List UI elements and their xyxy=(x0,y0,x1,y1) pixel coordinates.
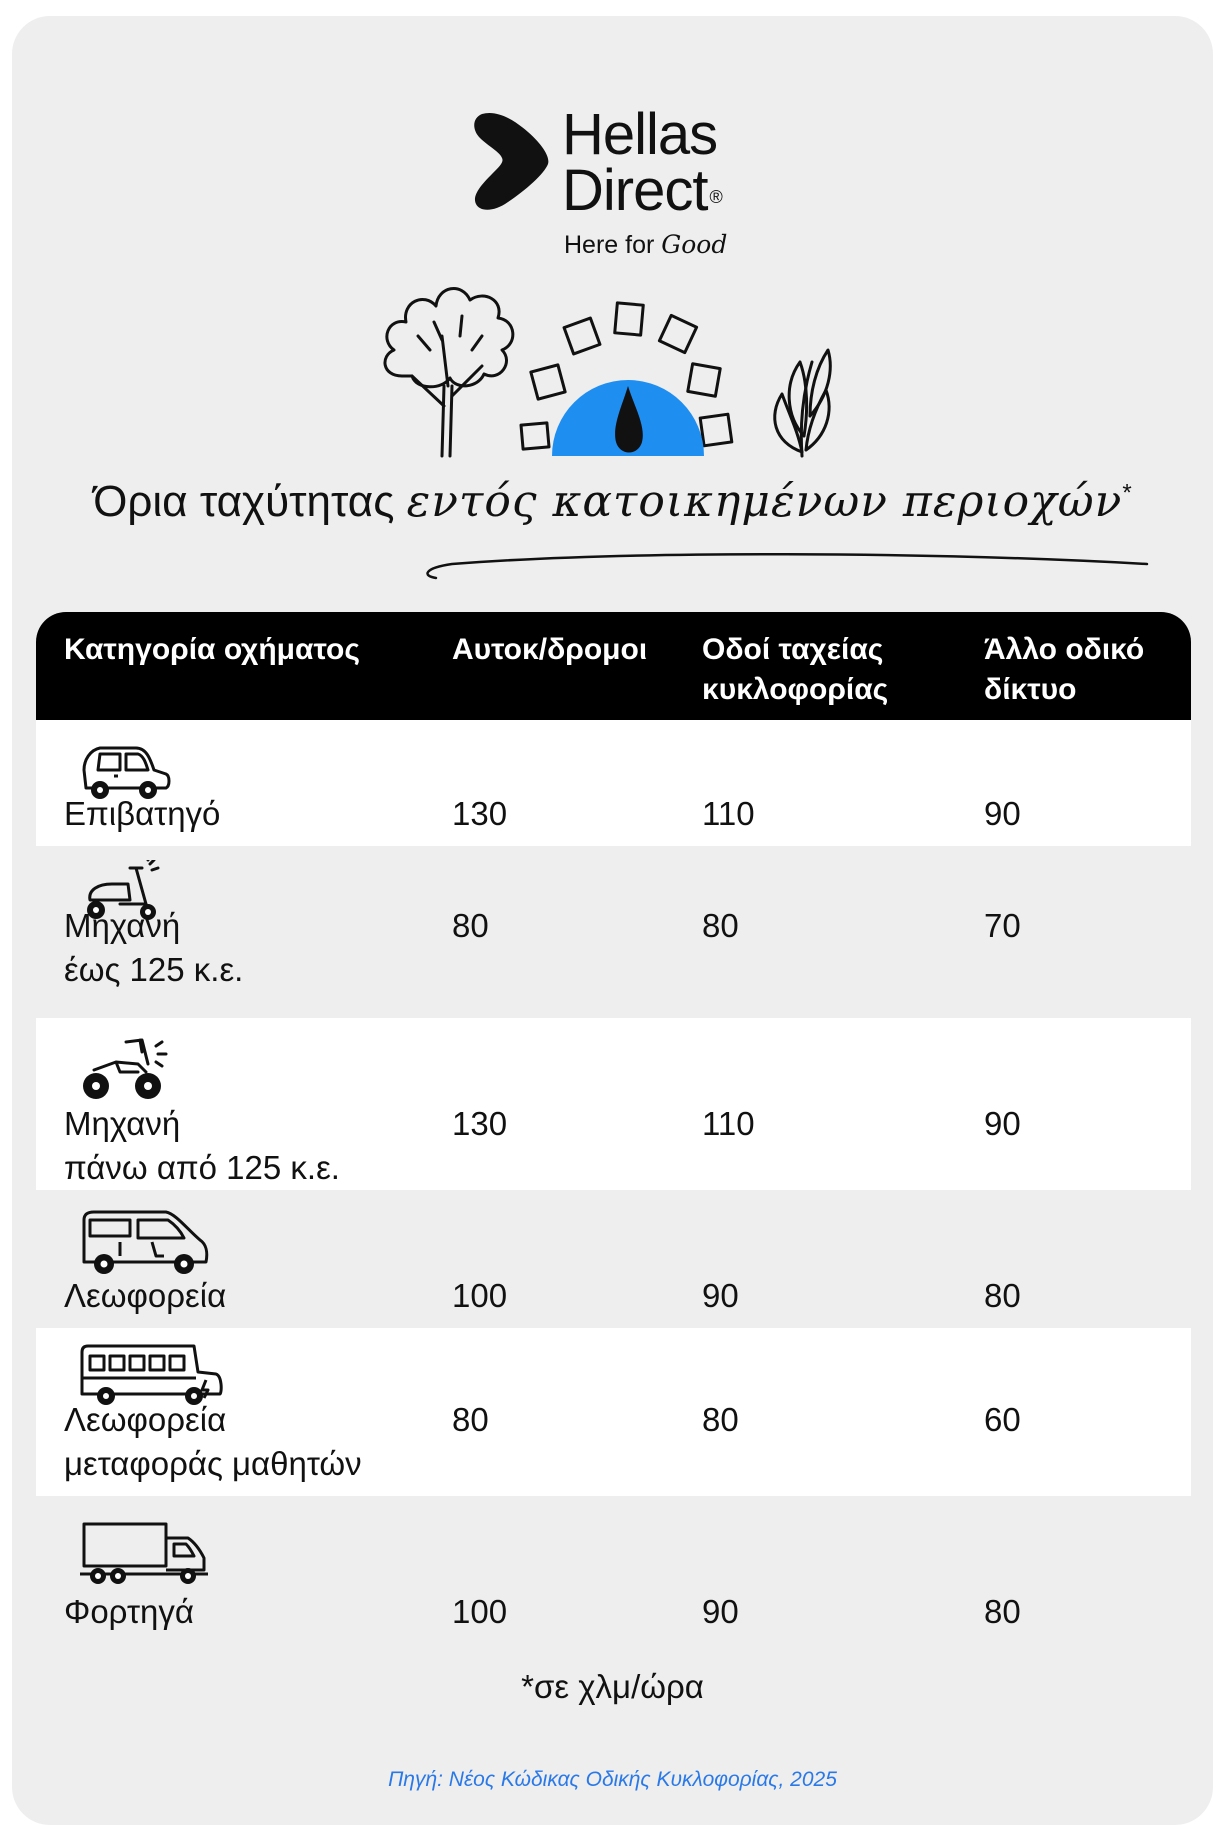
expressway-limit: 80 xyxy=(702,1401,739,1438)
motorway-limit: 130 xyxy=(452,1105,508,1142)
vehicle-name: Φορτηγά xyxy=(64,1593,194,1630)
motorway-limit: 80 xyxy=(452,907,489,944)
expressway-limit: 110 xyxy=(702,795,755,832)
title-underline xyxy=(412,546,1152,586)
table-row xyxy=(36,1190,1191,1328)
speed-limits-table xyxy=(36,612,1191,1646)
source-note: Πηγή: Νέος Κώδικας Οδικής Κυκλοφορίας, 2025 xyxy=(388,1768,837,1791)
registered-mark: ® xyxy=(709,187,722,207)
other-road-limit: 90 xyxy=(984,795,1021,832)
title-regular: Όρια ταχύτητας xyxy=(93,477,395,526)
header-motorway: Αυτοκ/δρομοι xyxy=(452,633,648,666)
other-road-limit: 90 xyxy=(984,1105,1021,1142)
table-row xyxy=(36,1018,1191,1190)
vehicle-name: Μηχανή πάνω από 125 κ.ε. xyxy=(64,1105,340,1186)
title-asterisk: * xyxy=(1122,479,1132,507)
table-row xyxy=(36,720,1191,846)
expressway-limit: 90 xyxy=(702,1277,739,1314)
vehicle-name: Λεωφορεία xyxy=(64,1277,227,1314)
brand-name-line2: Direct ® xyxy=(562,158,722,223)
units-footnote: *σε χλμ/ώρα xyxy=(521,1668,704,1705)
table-row xyxy=(36,1328,1191,1496)
header-category: Κατηγορία οχήματος xyxy=(64,633,360,666)
other-road-limit: 80 xyxy=(984,1277,1021,1314)
table-row xyxy=(36,1496,1191,1646)
expressway-limit: 90 xyxy=(702,1593,739,1630)
page-title xyxy=(12,476,1213,527)
chevron-logo-icon xyxy=(472,108,552,212)
table-row xyxy=(36,846,1191,1018)
vehicle-name: Επιβατηγό xyxy=(64,795,221,832)
infographic-card xyxy=(12,16,1213,1825)
tree-icon xyxy=(385,289,513,456)
brand-tagline xyxy=(564,230,727,260)
other-road-limit: 70 xyxy=(984,907,1021,944)
title-script: εντός κατοικημένων περιοχών xyxy=(406,476,1123,527)
plant-icon xyxy=(775,350,831,456)
speedometer-illustration xyxy=(372,266,852,466)
motorway-limit: 100 xyxy=(452,1593,508,1630)
motorcycle-icon xyxy=(76,1036,172,1106)
other-road-limit: 60 xyxy=(984,1401,1021,1438)
header-expressway: Οδοί ταχείας κυκλοφορίας xyxy=(702,633,889,706)
van-icon xyxy=(76,1206,212,1278)
header-other-roads: Άλλο οδικό δίκτυο xyxy=(984,633,1145,706)
expressway-limit: 110 xyxy=(702,1105,755,1142)
vehicle-name: Μηχανή έως 125 κ.ε. xyxy=(64,907,244,988)
brand-logo xyxy=(12,16,1213,276)
other-road-limit: 80 xyxy=(984,1593,1021,1630)
vehicle-name: Λεωφορεία μεταφοράς μαθητών xyxy=(64,1401,362,1482)
table-header xyxy=(36,612,1191,720)
motorway-limit: 80 xyxy=(452,1401,489,1438)
expressway-limit: 80 xyxy=(702,907,739,944)
motorway-limit: 130 xyxy=(452,795,508,832)
tagline-script: Good xyxy=(661,230,728,259)
motorway-limit: 100 xyxy=(452,1277,508,1314)
truck-icon xyxy=(76,1518,212,1588)
tagline-prefix: Here for xyxy=(564,231,655,259)
brand-name-line1: Hellas xyxy=(562,102,718,167)
